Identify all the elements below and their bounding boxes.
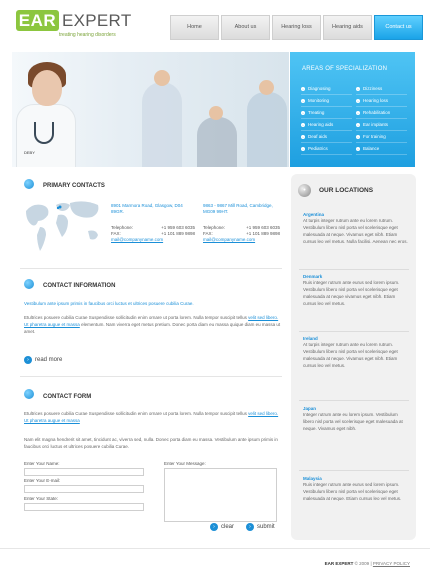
area-item[interactable]: › Dizziness <box>356 84 407 95</box>
location-text: Ruis integer rutrum ante eurus sed lorem ipsum. Vestibulum libero nisl porta vel scelerisque eget malesuada at neque. Etiam cursus leo vel metus. <box>303 482 402 501</box>
area-item[interactable]: › Pediatrics <box>301 144 352 155</box>
logo-box: EAR <box>16 10 59 31</box>
logo-tagline: treating hearing disorders <box>59 32 116 38</box>
location-name[interactable]: Denmark <box>303 274 323 279</box>
submit-label: submit <box>257 524 275 530</box>
hero-image <box>12 52 289 167</box>
divider <box>299 269 409 270</box>
clear-button[interactable] <box>210 523 234 531</box>
locations-panel <box>291 174 416 540</box>
fax-label: FAX: <box>111 230 121 236</box>
address: 8901 Marmora Road, Glasgow, D04 89GR. <box>111 203 183 215</box>
arrow-right-icon: › <box>302 135 304 139</box>
location-item <box>303 274 409 307</box>
area-item[interactable]: › Treating <box>301 108 352 119</box>
contact-info-title: CONTACT INFORMATION <box>43 283 116 289</box>
arrow-right-icon: › <box>302 147 304 151</box>
hero-doctor-face <box>32 70 62 106</box>
footer-text: EAR EXPERT © 2009 | PRIVACY POLICY <box>324 561 410 566</box>
telephone-value: +1 959 603 6035 <box>161 224 195 230</box>
area-item[interactable]: › Hearing aids <box>301 120 352 131</box>
areas-list <box>301 84 407 155</box>
location-item <box>303 212 409 245</box>
footer <box>0 548 430 579</box>
privacy-policy-link[interactable]: PRIVACY POLICY <box>372 561 410 566</box>
fax-value: +1 101 889 9898 <box>246 230 280 236</box>
divider <box>299 400 409 401</box>
area-item[interactable]: › Ear implants <box>356 120 407 131</box>
areas-panel <box>290 52 415 167</box>
location-name[interactable]: Japan <box>303 406 317 411</box>
state-field[interactable] <box>24 503 144 511</box>
hero-figure-nurse <box>247 92 287 167</box>
name-field[interactable] <box>24 468 144 476</box>
message-field[interactable] <box>164 468 277 522</box>
read-more-label: read more <box>35 357 63 363</box>
logo[interactable] <box>16 10 176 44</box>
divider <box>20 268 282 269</box>
divider <box>20 376 282 377</box>
arrow-right-icon: › <box>210 523 218 531</box>
arrow-right-icon: › <box>302 99 304 103</box>
stethoscope-icon <box>34 122 54 144</box>
contact-form-title: CONTACT FORM <box>43 394 92 400</box>
areas-title: AREAS OF SPECIALIZATION <box>302 66 388 72</box>
email-label: Enter Your E-mail: <box>24 478 61 483</box>
area-item[interactable]: › For training <box>356 132 407 143</box>
area-item[interactable]: › Balance <box>356 144 407 155</box>
location-name[interactable]: Argentina <box>303 212 325 217</box>
area-item[interactable]: › Deaf aids <box>301 132 352 143</box>
location-item <box>303 336 409 369</box>
location-text: Ruis integer rutrum ante eurus sed lorem ipsum. Vestibulum libero nisl porta vel scelerisque eget malesuada at neque vivamus eget nibh. Etiam cursus leo vel metus. <box>303 280 400 306</box>
nav-hearing-aids[interactable]: Hearing aids <box>323 15 372 40</box>
world-map-icon <box>22 197 104 257</box>
clear-label: clear <box>221 524 235 530</box>
message-label: Enter Your Message: <box>164 461 206 466</box>
submit-button[interactable] <box>246 523 275 531</box>
nav-home[interactable]: Home <box>170 15 219 40</box>
arrow-right-icon: › <box>246 523 254 531</box>
locations-title: OUR LOCATIONS <box>319 187 374 194</box>
hero-figure-head <box>154 70 170 86</box>
primary-contacts-title: PRIMARY CONTACTS <box>43 183 105 189</box>
email-field[interactable] <box>24 485 144 493</box>
nav-hearing-loss[interactable]: Hearing loss <box>272 15 321 40</box>
hero-figure-background <box>142 82 182 167</box>
email-link[interactable]: mail@companyname.com <box>203 237 256 243</box>
telephone-label: Telephone: <box>203 224 226 230</box>
arrow-right-icon: › <box>357 147 359 151</box>
arrow-right-icon: › <box>357 87 359 91</box>
arrow-right-icon: › <box>24 356 32 364</box>
arrow-right-icon: › <box>302 111 304 115</box>
location-name[interactable]: Malaysia <box>303 476 322 481</box>
arrow-right-icon: › <box>357 111 359 115</box>
telephone-label: Telephone: <box>111 224 134 230</box>
location-text: Integer rutrum ante eu lorem ipsum. Vestibulum libero nisl porta vel scelerisque eget malesuada at neque. Vivamus eget nibh. <box>303 412 403 431</box>
location-item <box>303 406 409 433</box>
nav-about-us[interactable]: About us <box>221 15 270 40</box>
state-label: Enter Your State: <box>24 496 59 501</box>
email-link[interactable]: mail@companyname.com <box>111 237 164 243</box>
chat-bubble-icon <box>24 389 34 399</box>
location-text: At turpis integer rutrum ante eu lorem rutrum. Vestibulum libero nisl porta vel scelerisque eget malesuada at neque. Vivamus eget nibh. Etiam cursus leo vel metus. Nulla facilisi. Aenean nec eros. <box>303 218 408 244</box>
name-label: Enter Your Name: <box>24 461 60 466</box>
fax-label: FAX: <box>203 230 213 236</box>
location-name[interactable]: Ireland <box>303 336 318 341</box>
area-item[interactable]: › Diagnosing <box>301 84 352 95</box>
contact-info-text: Etultrices posuere cubilia Curae Suspendisse sollicitudin enim ornare ut porta lorem. Nulla tempor suscipit tellus velit sed libero. Ut pharetra augue et massa elementum. Nam viverra eget metus pretium. Donec porta diam eu massa quique diam eu massa ut amet. <box>24 315 281 334</box>
inline-link[interactable]: velit sed libero. Ut pharetra augue et massa <box>24 411 279 423</box>
footer-copyright: © 2009 <box>354 561 370 566</box>
arrow-right-icon: › <box>357 99 359 103</box>
location-text: At turpis integer rutrum ante eu lorem rutrum. Vestibulum libero nisl porta vel scelerisque eget malesuada at neque. Vivamus eget nibh. Etiam cursus leo vel metus. <box>303 342 398 368</box>
divider <box>299 331 409 332</box>
inline-link[interactable]: velit sed libero. Ut pharetra augue et massa <box>24 315 279 327</box>
main-nav <box>170 15 423 40</box>
globe-icon <box>24 179 34 189</box>
area-item[interactable]: › Hearing loss <box>356 96 407 107</box>
location-item <box>303 476 409 503</box>
hero-watermark: DEBY <box>24 150 35 155</box>
chat-bubble-icon <box>24 279 34 289</box>
contact-info-lead: Vestibulum ante ipsum primis in faucibus orci luctus et ultrices posuere cubilia Curae. <box>24 301 194 306</box>
contact-form-text-2: Nam elit magna hendrerit sit amet, tincidunt ac, viverra sed, nulla. Donec porta diam eu massa. Vestibulum ante ipsum primis in faucibus orci luctus et ultrices posuere cubilia Curae. <box>24 437 278 449</box>
arrow-right-icon: › <box>302 123 304 127</box>
chat-bubble-icon: • <box>298 184 311 197</box>
arrow-right-icon: › <box>357 123 359 127</box>
area-item[interactable]: › Monitoring <box>301 96 352 107</box>
hero-figure-patient <box>197 117 237 167</box>
telephone-value: +1 959 603 6035 <box>246 224 280 230</box>
divider <box>299 470 409 471</box>
nav-contact-us[interactable]: Contact us <box>374 15 423 40</box>
contact-left <box>111 203 195 243</box>
fax-value: +1 101 889 9898 <box>161 230 195 236</box>
area-item[interactable]: › Rehabilitation <box>356 108 407 119</box>
hero-figure-head <box>209 106 223 120</box>
contact-right <box>203 203 280 243</box>
contact-form-text: Etultrices posuere cubilia Curae Suspendisse sollicitudin enim ornare ut porta lorem. Nulla tempor suscipit tellus velit sed libero. Ut pharetra augue et massa <box>24 411 279 423</box>
read-more-button[interactable] <box>24 356 62 364</box>
logo-word: EXPERT <box>62 11 132 30</box>
arrow-right-icon: › <box>302 87 304 91</box>
hero-figure-head <box>259 80 274 95</box>
address: 9863 - 9867 Mill Road, Cambridge, MG09 99HT. <box>203 203 273 215</box>
arrow-right-icon: › <box>357 135 359 139</box>
footer-brand: EAR EXPERT <box>324 561 354 566</box>
